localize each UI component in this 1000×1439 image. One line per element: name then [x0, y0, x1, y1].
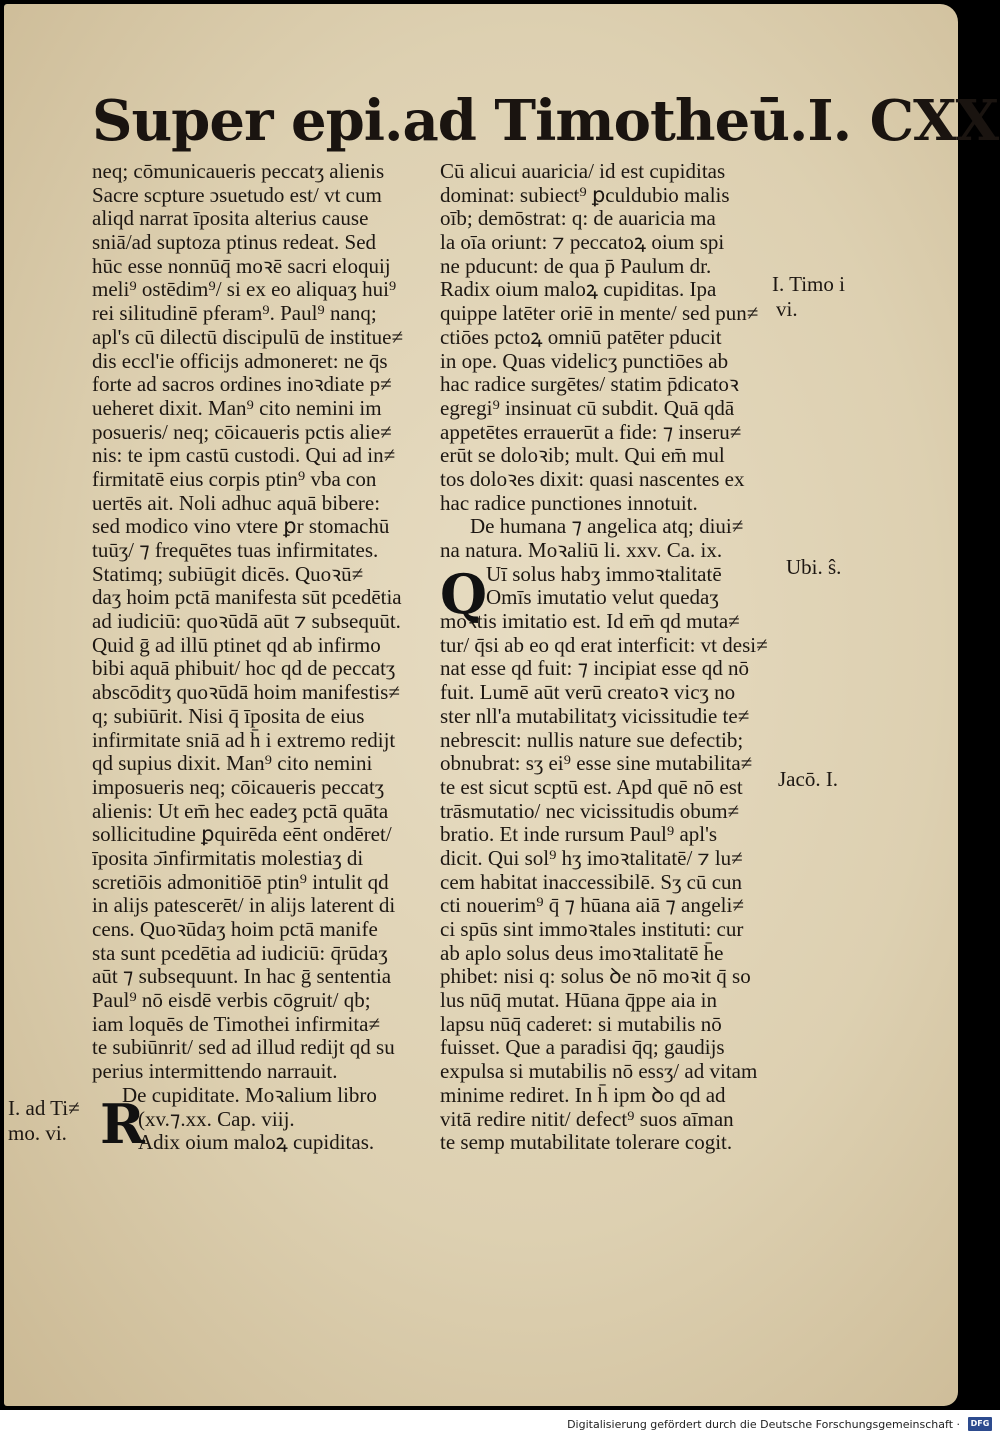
- text-line: Statimq; subiūgit dicēs. Quoꝛū≠: [92, 562, 364, 586]
- text-line: Sacre scpture ɔsuetudo est/ vt cum: [92, 183, 382, 207]
- text-line: Adix oium maloꝝ cupiditas.: [138, 1131, 375, 1155]
- text-line: forte ad sacros ordines inoꝛdiate p≠: [92, 373, 392, 397]
- text-line: posueris/ neq; cōicaueris pctis alie≠: [92, 420, 392, 444]
- text-line: Radix oium maloꝝ cupiditas. Ipa: [440, 278, 717, 302]
- initial-letter-q: Q: [440, 562, 488, 626]
- text-line: neq; cōmunicaueris peccatʒ alienis: [92, 160, 385, 183]
- text-line: moꝛtis imitatio est. Id em̄ qd muta≠: [440, 610, 740, 634]
- text-line: dis eccl'ie officijs admoneret: ne q̄s: [92, 349, 388, 373]
- text-line: te semp mutabilitate tolerare cogit.: [440, 1131, 733, 1155]
- text-line: abscōditʒ quoꝛūdā hoim manifestis≠: [92, 681, 400, 705]
- text-line: imposueris neq; cōicaueris peccatʒ: [92, 775, 385, 799]
- text-line: Cū alicui auaricia/ id est cupiditas: [440, 160, 726, 183]
- text-line: te subiūnrit/ sed ad illud redijt qd su: [92, 1036, 395, 1060]
- text-line: sollicitudine ꝑquirēda eēnt ondēret/: [92, 823, 392, 847]
- text-line: infirmitate sniā ad h̄ i extremo redijt: [92, 728, 396, 752]
- text-line: alienis: Ut em̄ hec eadeʒ pctā quāta: [92, 799, 389, 823]
- text-line: sta sunt pcedētia ad iudiciū: q̄rūdaʒ: [92, 941, 388, 965]
- text-line: nis: te ipm castū custodi. Qui ad in≠: [92, 444, 396, 468]
- text-line: ab aplo solus deus imoꝛtalitatē h̄e: [440, 941, 724, 965]
- text-line: ster nll'a mutabilitatʒ vicissitudie te≠: [440, 704, 750, 728]
- text-line: perius intermittendo narrauit.: [92, 1060, 338, 1084]
- text-line: bibi aquā phibuit/ hoc qd de peccatʒ: [92, 657, 396, 681]
- text-line: daʒ hoim pctā manifesta sūt pcedētia: [92, 586, 402, 610]
- text-line: bratio. Et inde rursum Paul⁹ apl's: [440, 823, 718, 847]
- text-line: phibet: nisi q: solus ꝺe nō moꝛit q̄ so: [440, 965, 751, 989]
- text-line: sniā/ad suptoza ptinus redeat. Sed: [92, 231, 377, 255]
- text-line: sed modico vino vtere ꝑr stomachū: [92, 515, 390, 539]
- text-line: tur/ q̄si ab eo qd erat interficit: vt desi≠: [440, 633, 768, 657]
- text-line: ci spūs sint immoꝛtales instituti: cur: [440, 918, 744, 941]
- text-line: te est sicut scptū est. Apd quē nō est: [440, 775, 743, 799]
- text-line: qd supius dixit. Man⁹ cito nemini: [92, 752, 373, 776]
- text-line: rei silitudinē pferam⁹. Paul⁹ nanq;: [92, 302, 377, 326]
- text-line: nat esse qd fuit: ⁊ incipiat esse qd nō: [440, 657, 750, 681]
- text-line: Omīs imutatio velut quedaʒ: [486, 586, 719, 610]
- text-line: cem habitat inaccessibilē. Sʒ cū cun: [440, 870, 743, 894]
- text-line: na natura. Moꝛaliū li. xxv. Ca. ix.: [440, 539, 723, 562]
- margin-note: vi.: [776, 297, 798, 321]
- text-line: oīb; demōstrat: q: de auaricia ma: [440, 207, 716, 231]
- footer-bar: [0, 1410, 1000, 1439]
- text-line: iam loquēs de Timothei infirmita≠: [92, 1012, 381, 1036]
- text-line: (xv.⁊.xx. Cap. viij.: [138, 1107, 295, 1131]
- text-line: hūc esse nonnūq̄ moꝛē sacri eloquij: [92, 254, 391, 278]
- funding-credit: Digitalisierung gefördert durch die Deutsche Forschungsgemeinschaft ·: [567, 1418, 960, 1431]
- initial-letter-r: R: [100, 1092, 145, 1156]
- left-column: [92, 160, 432, 1155]
- text-line: uertēs ait. Noli adhuc aquā bibere:: [92, 491, 381, 515]
- text-line: la oīa oriunt: ⁊ peccatoꝝ oium spi: [440, 231, 725, 255]
- text-line: aūt ⁊ subsequunt. In hac ḡ sententia: [92, 965, 392, 989]
- text-line: firmitatē eius corpis ptin⁹ vba con: [92, 467, 377, 491]
- text-line: lapsu nūq̄ caderet: si mutabilis nō: [440, 1012, 722, 1036]
- text-line: īposita ɔ̄infirmitatis molestiaʒ di: [92, 846, 364, 870]
- text-line: meli⁹ ostēdim⁹/ si ex eo aliquaʒ hui⁹: [92, 278, 397, 302]
- text-line: minime rediret. In h̄ ipm ꝺo qd ad: [440, 1083, 726, 1107]
- text-line: in alijs patescerēt/ in alijs laterent di: [92, 894, 396, 918]
- margin-note: I. ad Ti≠: [8, 1096, 80, 1120]
- text-line: De humana ⁊ angelica atq; diui≠: [470, 515, 744, 539]
- text-line: Quid ḡ ad illū ptinet qd ab infirmo: [92, 633, 381, 657]
- text-line: ctiōes pctoꝝ omniū patēter pducit: [440, 325, 722, 349]
- margin-note: I. Timo i: [772, 272, 845, 296]
- text-line: cens. Quoꝛūdaʒ hoim pctā manife: [92, 918, 378, 941]
- text-line: quippe latēter oriē in mente/ sed pun≠: [440, 302, 759, 326]
- text-line: hac radice surgētes/ statim p̄dicatoꝛ: [440, 373, 739, 397]
- text-line: erūt se doloꝛib; mult. Qui em̄ mul: [440, 444, 725, 468]
- text-line: ne pducunt: de qua p̄ Paulum dr.: [440, 254, 712, 278]
- text-line: fuit. Lumē aūt verū creatoꝛ vicʒ no: [440, 681, 736, 705]
- text-line: cti nouerim⁹ q̄ ⁊ hūana aiā ⁊ angeli≠: [440, 894, 744, 918]
- margin-note: Ubi. ŝ.: [786, 555, 842, 579]
- text-line: dominat: subiect⁹ ꝑculdubio malis: [440, 183, 730, 207]
- text-line: apl's cū dilectū discipulū de institue≠: [92, 325, 404, 349]
- text-line: egregi⁹ insinuat cū subdit. Quā qdā: [440, 396, 735, 420]
- text-line: hac radice punctiones innotuit.: [440, 491, 698, 515]
- text-line: scretiōis admonitiōē ptin⁹ intulit qd: [92, 870, 389, 894]
- text-line: dicit. Qui sol⁹ hʒ imoꝛtalitatē/ ⁊ lu≠: [440, 846, 743, 870]
- text-line: Paul⁹ nō eisdē verbis cōgruit/ qb;: [92, 989, 371, 1013]
- text-line: appetētes errauerūt a fide: ⁊ inseru≠: [440, 420, 742, 444]
- text-line: nebrescit: nullis nature sue defectib;: [440, 728, 744, 752]
- margin-note: Jacō. I.: [778, 767, 839, 791]
- right-column: [440, 160, 770, 1155]
- text-line: ad iudiciū: quoꝛūdā aūt ⁊ subsequūt.: [92, 610, 401, 634]
- text-line: De cupiditate. Moꝛalium libro: [122, 1083, 377, 1107]
- dfg-logo: DFG: [968, 1417, 992, 1431]
- text-line: aliqd narrat īposita alterius cause: [92, 207, 369, 231]
- text-line: tuūʒ/ ⁊ frequētes tuas infirmitates.: [92, 539, 379, 562]
- margin-note: mo. vi.: [8, 1121, 67, 1145]
- text-line: lus nūq̄ mutat. Hūana q̄ppe aia in: [440, 989, 718, 1013]
- text-line: vitā redire nitit/ defect⁹ suos aīman: [440, 1107, 734, 1131]
- text-line: q; subiūrit. Nisi q̄ īposita de eius: [92, 704, 365, 728]
- text-line: tos doloꝛes dixit: quasi nascentes ex: [440, 467, 745, 491]
- text-line: obnubrat: sʒ ei⁹ esse sine mutabilita≠: [440, 752, 753, 776]
- text-line: in ope. Quas videlicʒ punctiōes ab: [440, 349, 729, 373]
- text-line: fuisset. Que a paradisi q̄q; gaudijs: [440, 1036, 725, 1060]
- text-line: expulsa si mutabilis nō essʒ/ ad vitam: [440, 1060, 758, 1084]
- text-line: trāsmutatio/ nec vicissitudis obum≠: [440, 799, 740, 823]
- page-header: Super epi.ad Timotheū.I. CXX: [92, 88, 999, 154]
- text-line: Uī solus habʒ immoꝛtalitatē: [486, 562, 722, 586]
- text-line: ueheret dixit. Man⁹ cito nemini im: [92, 396, 382, 420]
